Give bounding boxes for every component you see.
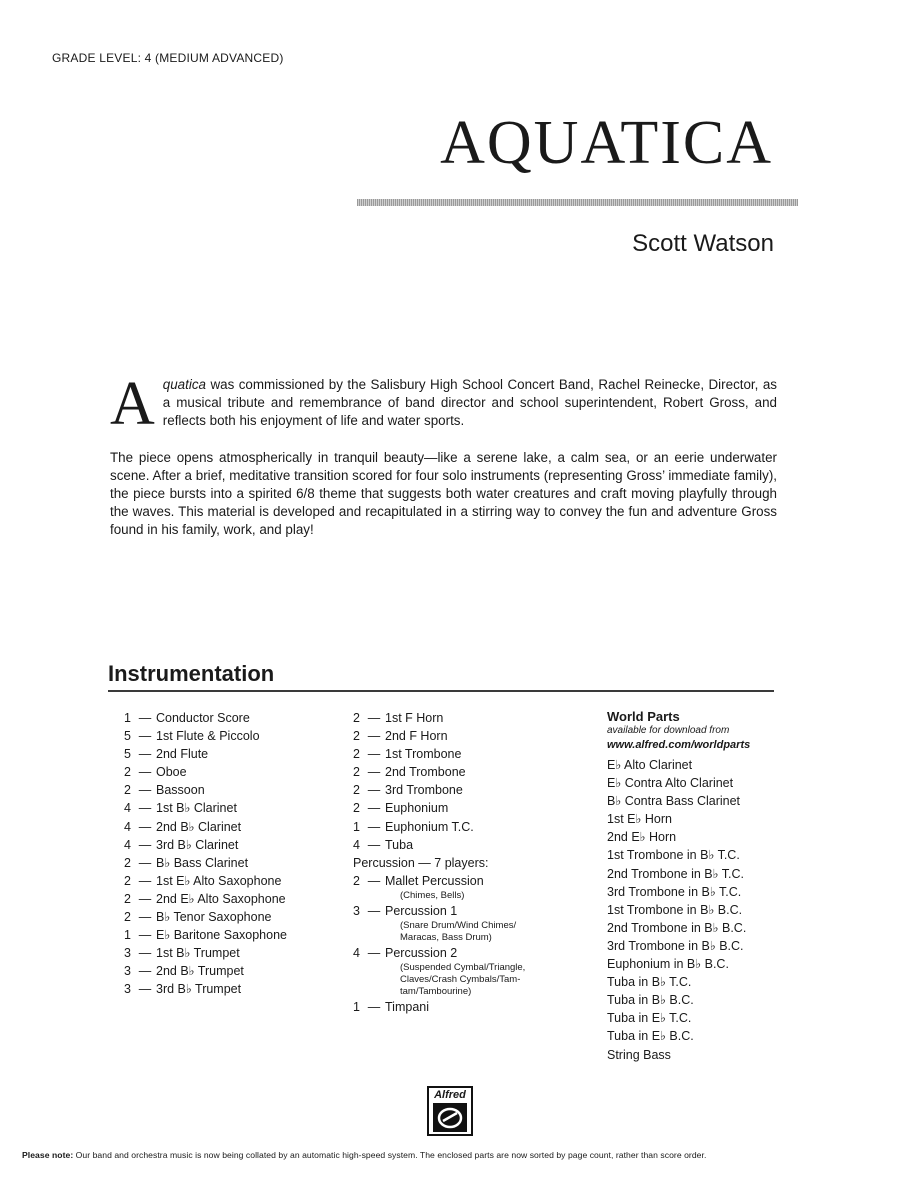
instrument-count: 4 [124, 837, 131, 852]
instrument-count: 3 [124, 964, 131, 979]
instrument-name: Euphonium [385, 801, 449, 816]
section-divider [108, 690, 774, 692]
world-part-item: 3rd Trombone in B♭ B.C. [607, 938, 744, 953]
instrument-row [124, 908, 287, 926]
instrument-count: 5 [124, 729, 131, 744]
instrument-count: 2 [353, 873, 360, 888]
dash-separator: — [138, 837, 152, 852]
instrument-row [124, 799, 287, 817]
dash-separator: — [138, 928, 152, 943]
grade-level: GRADE LEVEL: 4 (MEDIUM ADVANCED) [52, 51, 284, 65]
world-part-item: String Bass [607, 1047, 671, 1062]
dash-separator: — [138, 765, 152, 780]
instrument-row [353, 872, 525, 890]
instrumentation-heading: Instrumentation [108, 661, 275, 686]
instrument-count: 2 [353, 729, 360, 744]
drop-cap: A [110, 370, 155, 438]
instrument-row [124, 854, 287, 872]
dash-separator: — [367, 783, 381, 798]
instrument-count: 1 [124, 928, 131, 943]
instrument-count: 2 [353, 711, 360, 725]
instrument-name: B♭ Bass Clarinet [156, 855, 249, 870]
instrument-row [124, 727, 287, 745]
dash-separator: — [367, 946, 381, 961]
percussion-detail: (Snare Drum/Wind Chimes/ Maracas, Bass Drum) [400, 920, 517, 944]
note-emblem-icon [433, 1103, 467, 1132]
percussion-heading: Percussion — 7 players: [353, 855, 489, 870]
instrument-name: 2nd B♭ Trumpet [156, 964, 244, 979]
instrument-column-2 [353, 709, 525, 1016]
instrument-row [353, 781, 525, 799]
dash-separator: — [138, 982, 152, 997]
dash-separator: — [367, 765, 381, 780]
instrument-name: 1st Trombone [385, 747, 462, 762]
instrument-row [124, 763, 287, 781]
instrument-row [353, 745, 525, 763]
instrument-count: 4 [124, 801, 131, 816]
instrument-row [353, 727, 525, 745]
instrument-name: 2nd E♭ Alto Saxophone [156, 891, 286, 906]
instrument-name: 3rd B♭ Clarinet [156, 837, 239, 852]
instrument-name: 1st B♭ Clarinet [156, 801, 237, 816]
instrument-name: 2nd Trombone [385, 765, 466, 780]
dash-separator: — [138, 783, 152, 798]
alfred-logo [427, 1086, 473, 1136]
instrument-count: 2 [353, 747, 360, 762]
dash-separator: — [138, 801, 152, 816]
world-part-item: B♭ Contra Bass Clarinet [607, 794, 741, 809]
dash-separator: — [138, 711, 152, 725]
instrument-row [353, 763, 525, 781]
dash-separator: — [367, 873, 381, 888]
instrument-name: E♭ Baritone Saxophone [156, 928, 287, 943]
instrument-name: 2nd F Horn [385, 729, 448, 744]
intro-paragraph [110, 370, 777, 438]
instrument-count: 2 [124, 873, 131, 888]
instrument-name: B♭ Tenor Saxophone [156, 910, 272, 925]
instrument-count: 4 [353, 946, 360, 961]
instrument-count: 4 [124, 819, 131, 834]
instrument-row [353, 818, 525, 836]
instrument-count: 3 [353, 903, 360, 918]
instrument-name: Bassoon [156, 783, 205, 798]
instrument-count: 3 [124, 946, 131, 961]
dash-separator: — [138, 891, 152, 906]
dash-separator: — [367, 903, 381, 918]
instrument-count: 5 [124, 747, 131, 762]
world-part-item: 2nd Trombone in B♭ B.C. [607, 920, 747, 935]
instrument-count: 2 [353, 765, 360, 780]
world-part-item: Tuba in E♭ T.C. [607, 1011, 692, 1026]
dash-separator: — [138, 873, 152, 888]
world-parts-heading: World Parts [607, 709, 680, 724]
instrument-count: 2 [124, 855, 131, 870]
instrument-row [124, 926, 287, 944]
percussion-detail: (Chimes, Bells) [400, 889, 465, 901]
dash-separator: — [138, 946, 152, 961]
instrument-row [353, 709, 525, 727]
piece-title: AQUATICA [440, 109, 773, 177]
instrument-name: Euphonium T.C. [385, 819, 474, 834]
instrument-name: 2nd B♭ Clarinet [156, 819, 242, 834]
instrument-row [124, 745, 287, 763]
world-part-item: 1st E♭ Horn [607, 812, 672, 827]
instrument-name: Percussion 2 [385, 946, 458, 961]
instrument-row [353, 902, 525, 920]
instrument-count: 2 [124, 891, 131, 906]
intro-text: was commissioned by the Salisbury High School Concert Band, Rachel Reinecke, Director, as a musical tribute and remembrance of band director and school superintendent, Robert Gross, and reflects both his enjoyment of life and water sports. [162, 377, 777, 428]
instrument-row [124, 980, 287, 998]
alfred-logo-text: Alfred [434, 1089, 466, 1101]
alfred-logo-mark [433, 1103, 467, 1132]
instrument-name: 2nd Flute [156, 747, 209, 762]
world-part-item: 2nd E♭ Horn [607, 830, 677, 845]
dash-separator: — [138, 729, 152, 744]
instrument-name: 1st E♭ Alto Saxophone [156, 873, 282, 888]
dash-separator: — [367, 711, 381, 725]
world-part-item: Tuba in E♭ B.C. [607, 1029, 694, 1044]
instrument-count: 1 [124, 711, 131, 725]
dash-separator: — [138, 910, 152, 925]
instrument-name: 1st B♭ Trumpet [156, 946, 240, 961]
world-part-item: 2nd Trombone in B♭ T.C. [607, 866, 744, 881]
dash-separator: — [367, 801, 381, 816]
instrument-row [353, 799, 525, 817]
instrument-name: 1st F Horn [385, 711, 444, 725]
instrument-row [124, 962, 287, 980]
dash-separator: — [367, 747, 381, 762]
instrument-count: 3 [124, 982, 131, 997]
instrument-row [353, 944, 525, 962]
intro-italic-word: quatica [162, 377, 206, 392]
world-part-item: Tuba in B♭ T.C. [607, 975, 692, 990]
composer-name: Scott Watson [632, 230, 774, 257]
instrument-name: Percussion 1 [385, 903, 458, 918]
instrument-row [124, 836, 287, 854]
world-part-item: E♭ Contra Alto Clarinet [607, 776, 734, 791]
instrument-row [124, 890, 287, 908]
world-part-item: E♭ Alto Clarinet [607, 758, 693, 772]
instrument-count: 2 [353, 783, 360, 798]
instrument-count: 1 [353, 1000, 360, 1015]
instrument-name: Oboe [156, 765, 187, 780]
instrument-count: 1 [353, 819, 360, 834]
world-parts-column [607, 709, 750, 1064]
instrument-count: 2 [124, 765, 131, 780]
world-parts-list [607, 756, 750, 1064]
instrument-row [124, 872, 287, 890]
instrument-name: 3rd Trombone [385, 783, 463, 798]
footer-note-label: Please note: [22, 1150, 74, 1160]
percussion-detail: (Suspended Cymbal/Triangle, Claves/Crash Cymbals/Tam- tam/Tambourine) [400, 962, 526, 998]
instrument-row [124, 781, 287, 799]
world-part-item: 3rd Trombone in B♭ T.C. [607, 884, 742, 899]
instrument-name: 3rd B♭ Trumpet [156, 982, 242, 997]
instrument-name: Tuba [385, 837, 414, 852]
footer-note [22, 1149, 882, 1161]
instrument-row [124, 944, 287, 962]
world-part-item: 1st Trombone in B♭ B.C. [607, 902, 743, 917]
dash-separator: — [367, 729, 381, 744]
world-part-item: Tuba in B♭ B.C. [607, 993, 694, 1008]
dash-separator: — [138, 747, 152, 762]
world-parts-link[interactable]: www.alfred.com/worldparts [607, 739, 751, 751]
dash-separator: — [367, 1000, 381, 1015]
instrument-count: 4 [353, 837, 360, 852]
description-paragraph: The piece opens atmospherically in tranquil beauty—like a serene lake, a calm sea, or an eerie underwater scene. After a brief, meditative transition scored for four solo instruments (representing Gross’ immediate family), the piece bursts into a spirited 6/8 theme that suggests both water creatures and craft moving playfully through the waves. This material is developed and recapitulated in a stirring way to convey the fun and adventure Gross found in his family, work, and play! [110, 450, 777, 537]
dash-separator: — [367, 819, 381, 834]
dash-separator: — [138, 964, 152, 979]
instrument-column-1 [124, 709, 287, 999]
dash-separator: — [138, 819, 152, 834]
instrument-count: 2 [353, 801, 360, 816]
world-part-item: Euphonium in B♭ B.C. [607, 957, 729, 972]
footer-note-text: Our band and orchestra music is now being collated by an automatic high-speed system. The enclosed parts are now sorted by page count, rather than score order. [73, 1150, 707, 1160]
instrument-row [124, 709, 287, 727]
world-part-item: 1st Trombone in B♭ T.C. [607, 848, 740, 863]
instrument-name: Conductor Score [156, 711, 250, 725]
title-underline [357, 199, 798, 206]
instrument-count: 2 [124, 910, 131, 925]
dash-separator: — [367, 837, 381, 852]
instrument-row [124, 818, 287, 836]
instrument-row [353, 836, 525, 854]
instrument-name: Mallet Percussion [385, 873, 484, 888]
dash-separator: — [138, 855, 152, 870]
instrument-row [353, 998, 525, 1016]
instrument-count: 2 [124, 783, 131, 798]
instrument-name: Timpani [385, 1000, 429, 1015]
instrument-name: 1st Flute & Piccolo [156, 729, 260, 744]
world-parts-note: available for download from [607, 725, 730, 736]
